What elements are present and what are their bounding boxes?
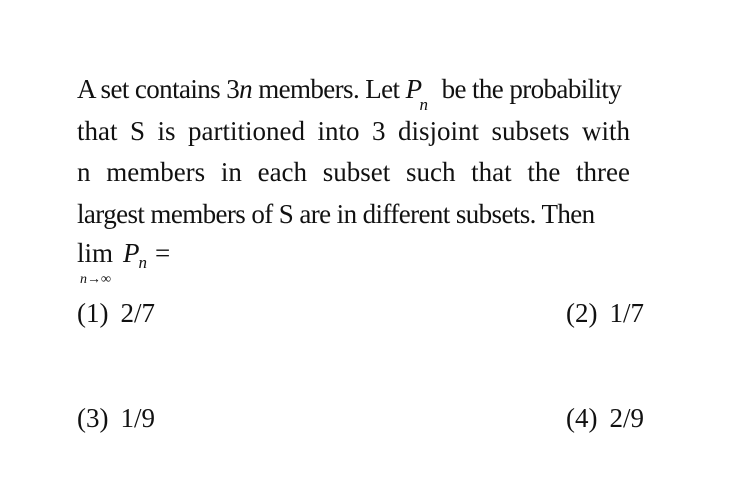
option-2-number: (2)	[566, 298, 598, 328]
line1-var-n: n	[239, 74, 253, 104]
option-3-value: 1/9	[120, 403, 155, 433]
limit-var-p: P	[123, 238, 140, 268]
limit-equals: =	[155, 238, 171, 268]
option-1[interactable]	[77, 297, 155, 329]
line1-var-p: P	[405, 74, 422, 104]
question-line-2: that S is partitioned into 3 disjoint subsets with	[77, 116, 630, 146]
limit-expression	[77, 237, 171, 287]
lim-subscript: n→∞	[80, 272, 111, 287]
line1-sub-n: n	[419, 95, 428, 114]
option-1-value: 2/7	[120, 298, 155, 328]
question-line-3: n members in each subset such that the three	[77, 157, 630, 187]
option-4-number: (4)	[566, 403, 598, 433]
option-3-number: (3)	[77, 403, 109, 433]
question-line-4: largest members of S are in different subsets. Then	[77, 199, 595, 229]
option-2[interactable]	[566, 297, 644, 329]
option-2-value: 1/7	[609, 298, 644, 328]
option-3[interactable]	[77, 402, 155, 434]
option-1-number: (1)	[77, 298, 109, 328]
option-4-value: 2/9	[609, 403, 644, 433]
option-4[interactable]	[566, 402, 644, 434]
line1-pre: A set contains 3	[77, 74, 240, 104]
question-line-1	[77, 73, 622, 114]
lim-word: lim	[77, 238, 114, 268]
line1-mid: members. Let	[252, 74, 406, 104]
line1-post: be the probability	[435, 74, 622, 104]
limit-sub-n: n	[138, 253, 148, 272]
